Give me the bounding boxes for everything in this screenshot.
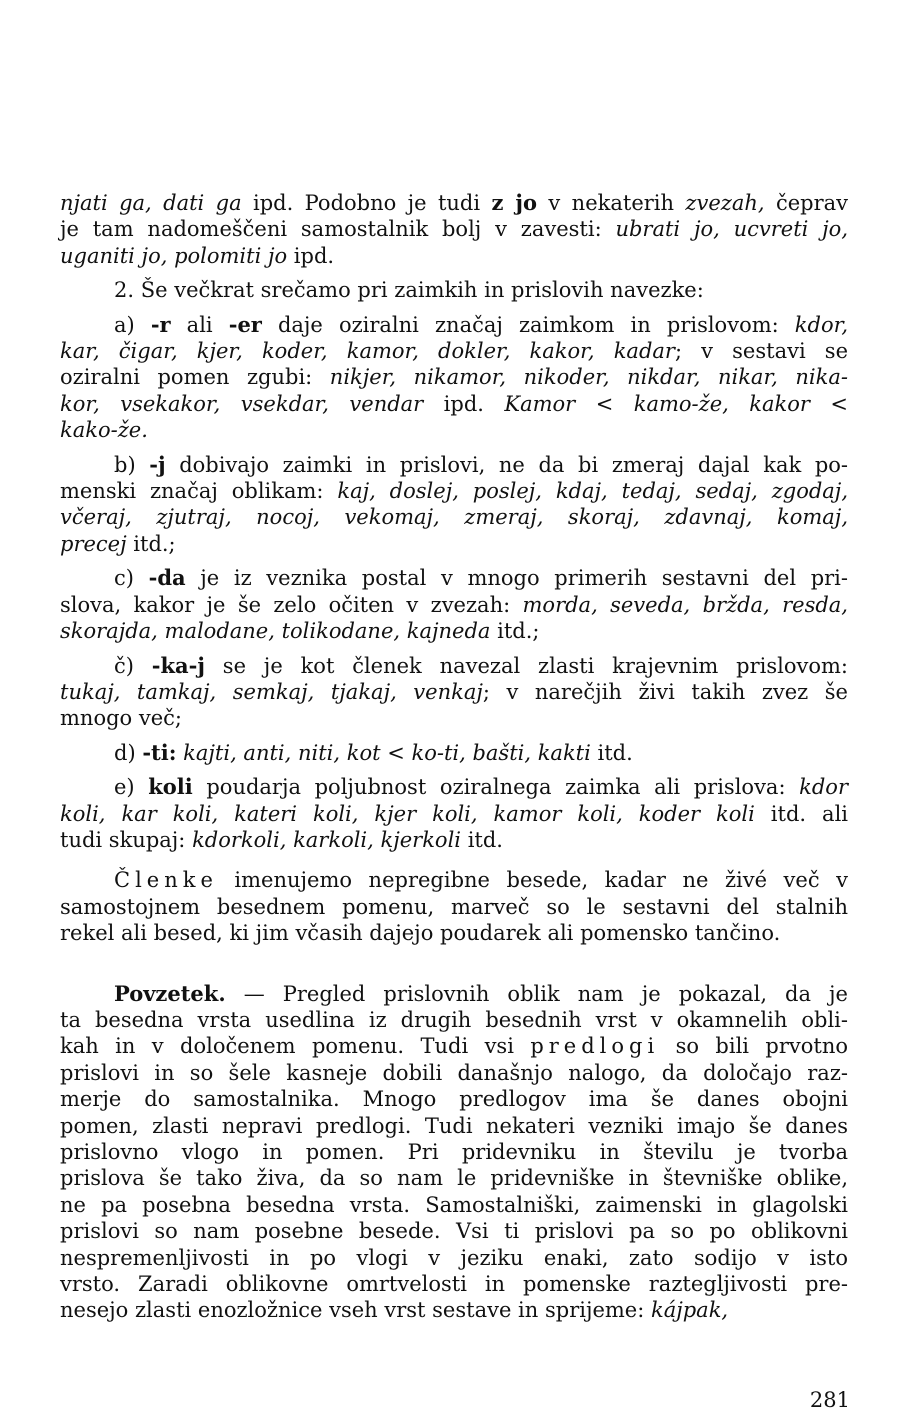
paragraph	[60, 565, 848, 644]
paragraph	[60, 190, 848, 269]
text-line: ne pa posebna besedna vrsta. Samostalniški, zaimenski in glagolski	[60, 1192, 848, 1217]
text-line: prislova še tako živa, da so nam le pridevniške in števniške oblike,	[60, 1166, 848, 1191]
paragraph	[60, 867, 848, 946]
text-line: e) koli poudarja poljubnost oziralnega zaimka ali prislova: kdor	[114, 774, 848, 800]
text-line: tukaj, tamkaj, semkaj, tjakaj, venkaj; v narečjih živi takih zvez še	[60, 679, 848, 704]
text-line: b) -j dobivajo zaimki in prislovi, ne da bi zmeraj dajal kak po-	[114, 451, 848, 477]
text-line: pomen, zlasti nepravi predlogi. Tudi nekateri vezniki imajo še danes	[60, 1113, 848, 1138]
text-line: merje do samostalnika. Mnogo predlogov ima še danes obojni	[60, 1087, 848, 1112]
text-line: Členke imenujemo nepregibne besede, kadar ne živé več v	[114, 868, 848, 893]
paragraph	[60, 277, 848, 303]
text-line: d) -ti: kajti, anti, niti, kot < ko-ti, bašti, kakti itd.	[114, 739, 633, 765]
text-line: koli, kar koli, kateri koli, kjer koli, kamor koli, koder koli itd. ali	[60, 801, 849, 826]
text-line: slova, kakor je še zelo očiten v zvezah: morda, seveda, bržda, resda,	[60, 592, 848, 617]
text-line: prislovi in so šele kasneje dobili današnjo nalogo, da določajo raz-	[60, 1060, 848, 1085]
page-number: 281	[809, 1388, 850, 1412]
text-line: tudi skupaj: kdorkoli, karkoli, kjerkoli itd.	[60, 827, 503, 852]
text-line: samostojnem besednem pomenu, marveč so le sestavni del stalnih	[60, 894, 848, 919]
text-line: kako-že.	[60, 418, 148, 443]
paragraph	[60, 653, 848, 732]
text-line: kah in v določenem pomenu. Tudi vsi predlogi so bili prvotno	[60, 1034, 848, 1059]
text-line: nespremenljivosti in po vlogi v jeziku enaki, zato sodijo v isto	[60, 1245, 848, 1270]
text-line: prislovi so nam posebne besede. Vsi ti prislovi pa so po oblikovni	[60, 1219, 848, 1244]
text-line: a) -r ali -er daje oziralni značaj zaimkom in prislovom: kdor,	[114, 311, 849, 337]
text-line: oziralni pomen zgubi: nikjer, nikamor, nikoder, nikdar, nikar, nika-	[60, 365, 848, 390]
text-line: č) -ka-j se je kot členek navezal zlasti krajevnim prislovom:	[114, 652, 848, 678]
paragraph	[60, 312, 848, 444]
text-line: včeraj, zjutraj, nocoj, vekomaj, zmeraj, skoraj, zdavnaj, komaj,	[60, 505, 848, 530]
page-body	[60, 190, 848, 1324]
text-line: Povzetek. — Pregled prislovnih oblik nam je pokazal, da je	[114, 980, 848, 1006]
paragraph	[60, 774, 848, 853]
text-line: rekel ali besed, ki jim včasih dajejo poudarek ali pomensko tančino.	[60, 921, 781, 946]
text-line: je tam nadomeščeni samostalnik bolj v zavesti: ubrati jo, ucvreti jo,	[60, 217, 848, 242]
paragraph	[60, 740, 848, 766]
text-line: mnogo več;	[60, 706, 182, 731]
text-line: menski značaj oblikam: kaj, doslej, poslej, kdaj, tedaj, sedaj, zgodaj,	[60, 479, 848, 504]
text-line: precej itd.;	[60, 531, 176, 556]
text-line: kar, čigar, kjer, koder, kamor, dokler, kakor, kadar; v sestavi se	[60, 339, 848, 364]
text-line: kor, vsekakor, vsekdar, vendar ipd. Kamor < kamo-že, kakor <	[60, 391, 848, 416]
text-line: nesejo zlasti enozložnice vseh vrst sestave in sprijeme: kájpak,	[60, 1298, 729, 1323]
text-line: njati ga, dati ga ipd. Podobno je tudi z jo v nekaterih zvezah, čeprav	[60, 190, 849, 215]
paragraph	[60, 981, 848, 1324]
text-line: c) -da je iz veznika postal v mnogo primerih sestavni del pri-	[114, 565, 848, 591]
text-line: 2. Še večkrat srečamo pri zaimkih in prislovih navezke:	[114, 278, 704, 303]
paragraph	[60, 452, 848, 558]
text-line: prislovno vlogo in pomen. Pri pridevniku in številu je tvorba	[60, 1140, 848, 1164]
text-line: skorajda, malodane, tolikodane, kajneda itd.;	[60, 619, 540, 644]
text-line: uganiti jo, polomiti jo ipd.	[60, 243, 335, 268]
text-line: vrsto. Zaradi oblikovne omrtvelosti in pomenske raztegljivosti pre-	[60, 1272, 848, 1297]
text-line: ta besedna vrsta usedlina iz drugih besednih vrst v okamnelih obli-	[60, 1007, 848, 1032]
